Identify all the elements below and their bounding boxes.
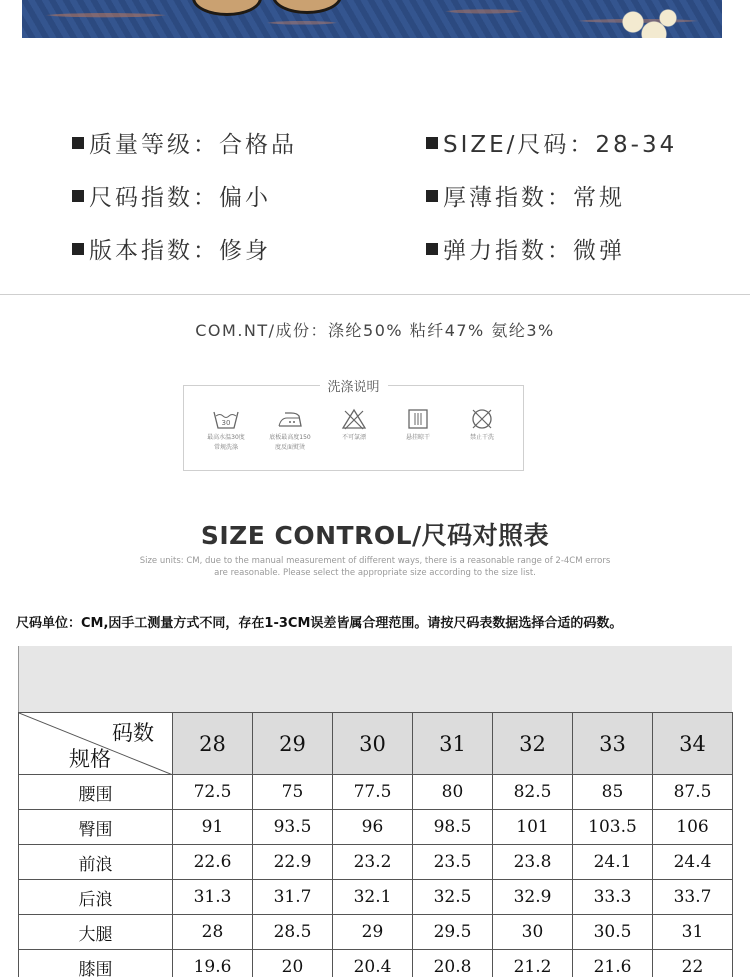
table-header-row [19, 713, 733, 775]
size-control-subtitle: Size units: CM, due to the manual measurement of different ways, there is a reasonable range of 2-4CM errors are reasonable. Please select the appropriate size according to the size list. [139, 556, 611, 578]
size-header-cell: 30 [333, 713, 413, 775]
row-label: 大腿 [19, 915, 173, 950]
attr-size-index: 尺码指数：偏小 [72, 179, 271, 212]
wash-item: 底板最高度150 度反面熨烫 [258, 406, 322, 452]
wash-item: 不可氯漂 [322, 406, 386, 452]
table-cell: 20.4 [333, 950, 413, 977]
table-cell: 85 [573, 775, 653, 810]
table-cell: 22.9 [253, 845, 333, 880]
table-cell: 19.6 [173, 950, 253, 977]
table-cell: 28.5 [253, 915, 333, 950]
attr-quality: 质量等级：合格品 [72, 126, 297, 159]
table-cell: 33.7 [653, 880, 733, 915]
wash-item: 禁止干洗 [450, 406, 514, 452]
size-unit-note: 尺码单位：CM,因手工测量方式不同，存在1-3CM误差皆属合理范围。请按尺码表数据选择合适的码数。 [16, 616, 623, 631]
wash-item: 30 最高水温30度 常规洗涤 [194, 406, 258, 452]
bullet-square-icon [426, 243, 438, 255]
svg-text:30: 30 [221, 419, 231, 427]
table-cell: 22.6 [173, 845, 253, 880]
table-cell: 87.5 [653, 775, 733, 810]
size-header-cell: 29 [253, 713, 333, 775]
table-cell: 98.5 [413, 810, 493, 845]
table-cell: 33.3 [573, 880, 653, 915]
iron-150-icon [258, 406, 322, 432]
table-cell: 32.5 [413, 880, 493, 915]
table-cell: 21.6 [573, 950, 653, 977]
table-cell: 30.5 [573, 915, 653, 950]
table-cell: 32.1 [333, 880, 413, 915]
table-cell: 72.5 [173, 775, 253, 810]
no-dry-clean-icon [450, 406, 514, 432]
table-cell: 75 [253, 775, 333, 810]
table-row [19, 810, 733, 845]
fabric-composition: COM.NT/成份：涤纶50% 粘纤47% 氨纶3% [195, 321, 555, 340]
row-label: 臀围 [19, 810, 173, 845]
table-cell: 103.5 [573, 810, 653, 845]
attr-fit: 版本指数：修身 [72, 232, 271, 265]
table-cell: 23.8 [493, 845, 573, 880]
attr-size: SIZE/尺码：28-34 [426, 126, 677, 159]
table-cell: 29.5 [413, 915, 493, 950]
attr-thickness: 厚薄指数：常规 [426, 179, 625, 212]
row-label: 后浪 [19, 880, 173, 915]
table-cell: 24.4 [653, 845, 733, 880]
table-row [19, 845, 733, 880]
row-label: 前浪 [19, 845, 173, 880]
bullet-square-icon [72, 137, 84, 149]
table-cell: 82.5 [493, 775, 573, 810]
bullet-square-icon [426, 137, 438, 149]
shoe-shape [192, 0, 262, 16]
bullet-square-icon [426, 190, 438, 202]
table-header-band [18, 646, 732, 712]
size-header-cell: 33 [573, 713, 653, 775]
table-cell: 23.5 [413, 845, 493, 880]
table-cell: 24.1 [573, 845, 653, 880]
size-control-title: SIZE CONTROL/尺码对照表 [200, 521, 550, 550]
table-cell: 77.5 [333, 775, 413, 810]
flower-decoration [612, 6, 682, 38]
no-bleach-icon [322, 406, 386, 432]
table-row [19, 915, 733, 950]
table-cell: 93.5 [253, 810, 333, 845]
table-cell: 23.2 [333, 845, 413, 880]
bullet-square-icon [72, 243, 84, 255]
table-cell: 106 [653, 810, 733, 845]
table-cell: 80 [413, 775, 493, 810]
row-label: 膝围 [19, 950, 173, 977]
wash-item: 悬挂晾干 [386, 406, 450, 452]
table-row [19, 950, 733, 977]
table-cell: 28 [173, 915, 253, 950]
wash-instructions-box [183, 380, 524, 471]
size-table [18, 646, 732, 977]
row-label: 腰围 [19, 775, 173, 810]
table-cell: 20.8 [413, 950, 493, 977]
shoe-shape [272, 0, 342, 14]
wash-title: 洗涤说明 [319, 376, 387, 395]
table-cell: 21.2 [493, 950, 573, 977]
hang-dry-icon [386, 406, 450, 432]
bullet-square-icon [72, 190, 84, 202]
table-cell: 101 [493, 810, 573, 845]
size-header-cell: 34 [653, 713, 733, 775]
wash-30-icon [194, 406, 258, 432]
size-header-cell: 28 [173, 713, 253, 775]
table-cell: 91 [173, 810, 253, 845]
size-header-cell: 32 [493, 713, 573, 775]
size-header-cell: 31 [413, 713, 493, 775]
table-cell: 20 [253, 950, 333, 977]
table-corner-cell: 码数 规格 [19, 713, 173, 775]
table-cell: 30 [493, 915, 573, 950]
table-cell: 31.7 [253, 880, 333, 915]
section-divider [0, 294, 750, 295]
table-cell: 22 [653, 950, 733, 977]
table-row [19, 775, 733, 810]
table-cell: 31 [653, 915, 733, 950]
product-photo-banner [22, 0, 722, 38]
attr-elasticity: 弹力指数：微弹 [426, 232, 625, 265]
table-cell: 96 [333, 810, 413, 845]
table-cell: 29 [333, 915, 413, 950]
table-cell: 32.9 [493, 880, 573, 915]
table-row [19, 880, 733, 915]
table-cell: 31.3 [173, 880, 253, 915]
